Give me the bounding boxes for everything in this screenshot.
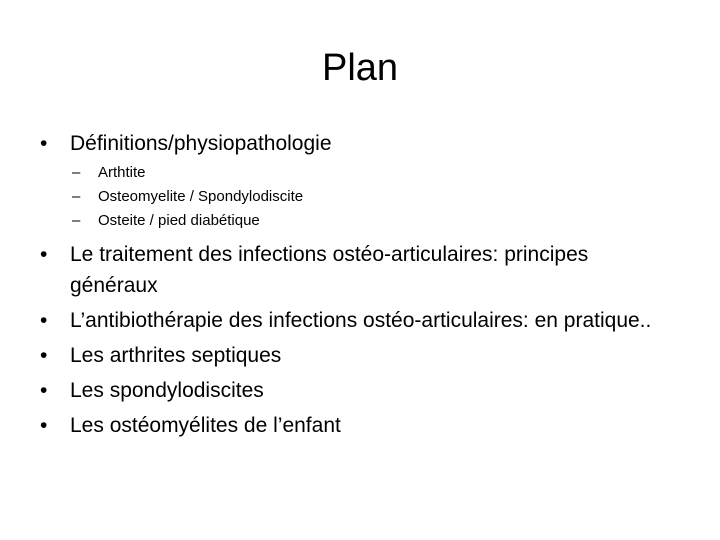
bullet-icon: •	[40, 414, 48, 437]
bullet-icon: •	[40, 132, 48, 155]
bullet-item-definitions	[36, 128, 676, 159]
dash-icon: –	[72, 188, 81, 205]
bullet-icon: •	[40, 344, 48, 367]
bullet-text: L’antibiothérapie des infections ostéo-articulaires: en pratique..	[70, 309, 652, 332]
dash-icon: –	[72, 212, 81, 229]
bullet-item-osteomyelites	[36, 410, 676, 441]
bullet-text: Les arthrites septiques	[70, 344, 282, 367]
slide-title: Plan	[321, 47, 399, 89]
bullet-text: Les ostéomyélites de l’enfant	[70, 414, 341, 437]
bullet-item-antibiotherapie	[36, 305, 676, 336]
bullet-icon: •	[40, 243, 48, 266]
sub-bullet-item	[36, 209, 676, 233]
bullet-icon: •	[40, 379, 48, 402]
bullet-text: Définitions/physiopathologie	[70, 132, 332, 155]
sub-bullet-item	[36, 161, 676, 185]
bullet-item-arthrites	[36, 340, 676, 371]
bullet-list	[36, 128, 676, 441]
sub-bullet-list	[36, 161, 676, 233]
sub-bullet-text: Arthtite	[98, 164, 146, 181]
sub-bullet-item	[36, 185, 676, 209]
bullet-icon: •	[40, 309, 48, 332]
bullet-text: Les spondylodiscites	[70, 379, 264, 402]
dash-icon: –	[72, 164, 81, 181]
bullet-item-traitement	[36, 239, 676, 301]
bullet-item-spondylodiscites	[36, 375, 676, 406]
sub-bullet-text: Osteomyelite / Spondylodiscite	[98, 188, 304, 205]
bullet-text: Le traitement des infections ostéo-articulaires: principes généraux	[70, 243, 589, 297]
sub-bullet-text: Osteite / pied diabétique	[98, 212, 260, 229]
